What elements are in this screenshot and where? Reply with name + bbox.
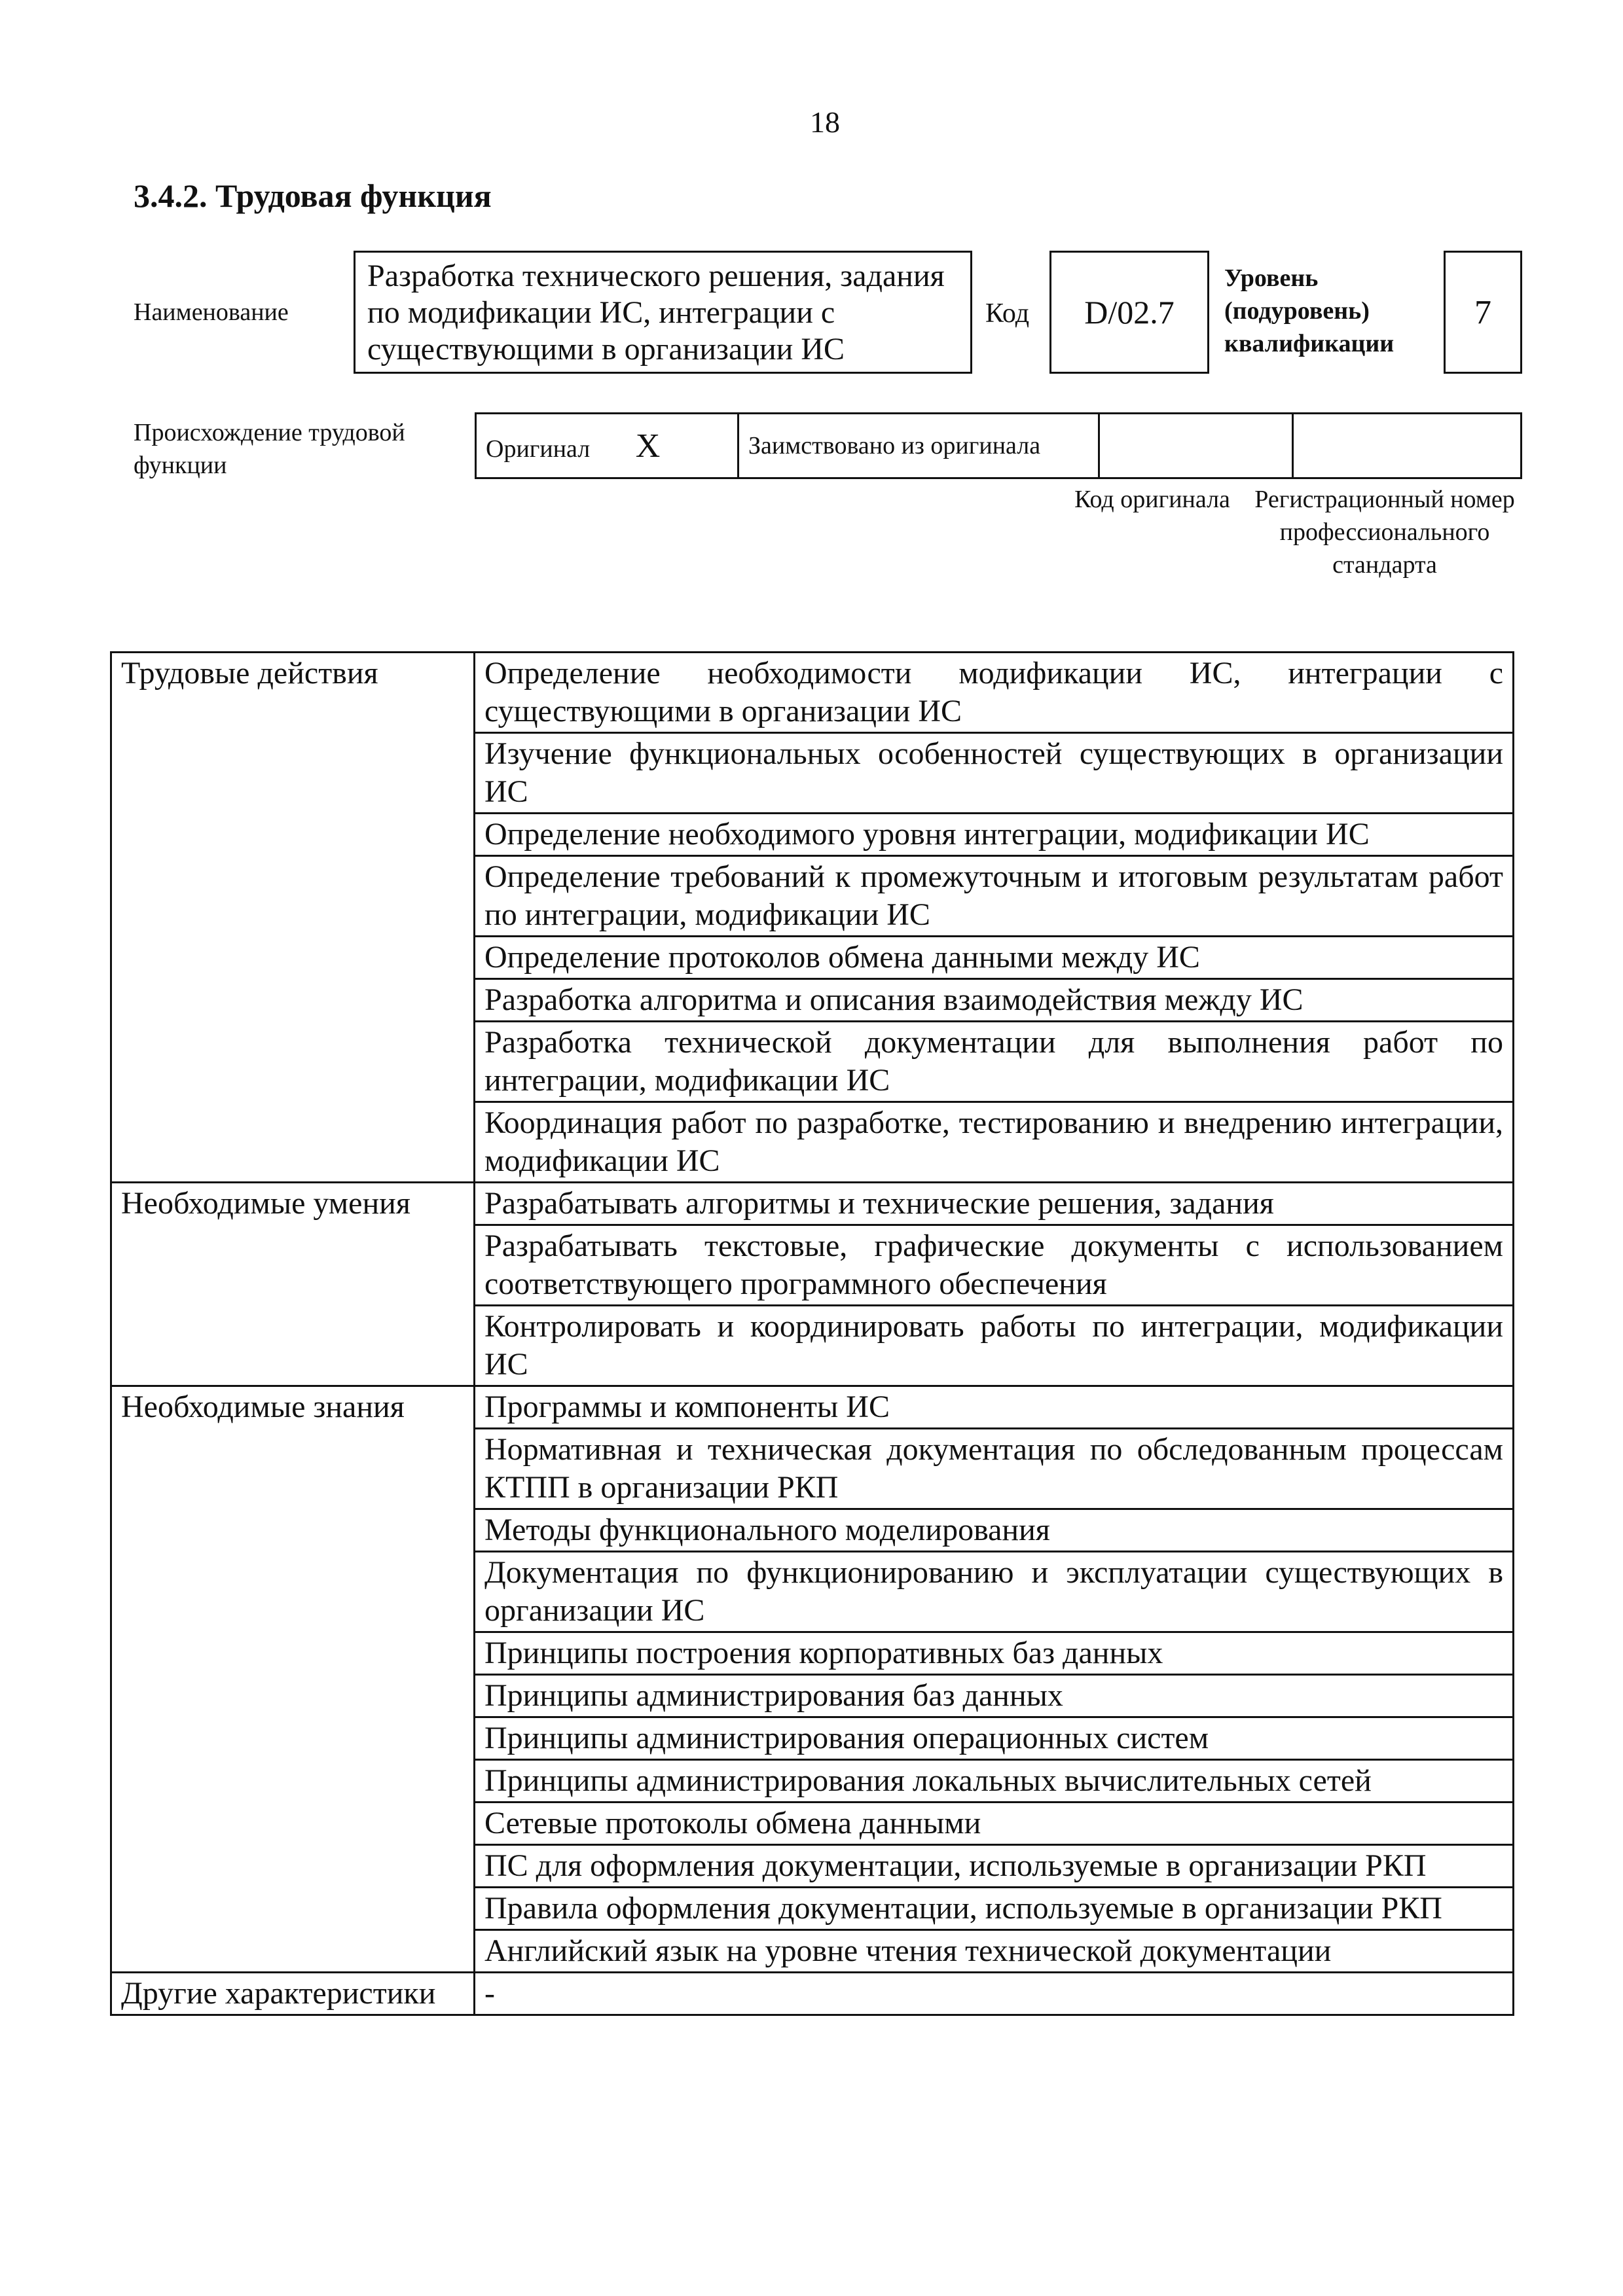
original-mark: X xyxy=(635,427,661,465)
labor-actions-label-cont xyxy=(111,856,475,937)
knowledge-label: Необходимые знания xyxy=(111,1386,475,1429)
knowledge-label-cont xyxy=(111,1845,475,1888)
table-row xyxy=(111,856,1514,937)
knowledge-label-cont xyxy=(111,1760,475,1803)
knowledge-label-cont xyxy=(111,1509,475,1552)
origin-table xyxy=(475,412,1522,479)
table-row xyxy=(111,1632,1514,1675)
labor-actions-item: Разработка технической документации для выполнения работ по интеграции, модификации ИС xyxy=(475,1022,1514,1102)
skills-label-cont xyxy=(111,1225,475,1306)
labor-actions-item: Координация работ по разработке, тестированию и внедрению интеграции, модификации ИС xyxy=(475,1102,1514,1183)
skills-label-cont xyxy=(111,1306,475,1386)
table-row xyxy=(111,1973,1514,2015)
labor-actions-label: Трудовые действия xyxy=(111,653,475,733)
table-row xyxy=(111,1930,1514,1973)
table-row xyxy=(111,979,1514,1022)
knowledge-item: Принципы администрирования баз данных xyxy=(475,1675,1514,1717)
knowledge-item: Принципы администрирования локальных вычислительных сетей xyxy=(475,1760,1514,1803)
skills-item: Контролировать и координировать работы по интеграции, модификации ИС xyxy=(475,1306,1514,1386)
function-table xyxy=(110,651,1514,2016)
other-item: - xyxy=(475,1973,1514,2015)
knowledge-item: Сетевые протоколы обмена данными xyxy=(475,1803,1514,1845)
knowledge-item: Принципы администрирования операционных систем xyxy=(475,1717,1514,1760)
code-label: Код xyxy=(985,298,1030,329)
labor-actions-item: Определение протоколов обмена данными между ИС xyxy=(475,937,1514,979)
name-value: Разработка технического решения, задания по модификации ИС, интеграции с существующими в организации ИС xyxy=(354,251,972,374)
name-label: Наименование xyxy=(134,298,289,326)
labor-actions-label-cont xyxy=(111,937,475,979)
knowledge-label-cont xyxy=(111,1675,475,1717)
labor-actions-label-cont xyxy=(111,1102,475,1183)
table-row xyxy=(111,1306,1514,1386)
skills-label: Необходимые умения xyxy=(111,1183,475,1225)
table-row xyxy=(111,1225,1514,1306)
knowledge-item: Документация по функционированию и эксплуатации существующих в организации ИС xyxy=(475,1552,1514,1632)
table-row xyxy=(111,1429,1514,1509)
origin-label: Происхождение трудовой функции xyxy=(134,419,405,479)
labor-actions-item: Разработка алгоритма и описания взаимодействия между ИС xyxy=(475,979,1514,1022)
knowledge-item: Правила оформления документации, используемые в организации РКП xyxy=(475,1888,1514,1930)
knowledge-label-cont xyxy=(111,1632,475,1675)
table-row xyxy=(111,1386,1514,1429)
knowledge-label-cont xyxy=(111,1888,475,1930)
table-row xyxy=(111,1717,1514,1760)
table-row xyxy=(111,814,1514,856)
table-row xyxy=(111,1022,1514,1102)
table-row xyxy=(111,1509,1514,1552)
knowledge-item: ПС для оформления документации, используемые в организации РКП xyxy=(475,1845,1514,1888)
labor-actions-item: Определение необходимости модификации ИС, интеграции с существующими в организации ИС xyxy=(475,653,1514,733)
origin-original-cell xyxy=(476,414,739,478)
knowledge-label-cont xyxy=(111,1552,475,1632)
code-original-cell xyxy=(1099,414,1293,478)
labor-actions-label-cont xyxy=(111,814,475,856)
section-title: 3.4.2. Трудовая функция xyxy=(134,177,492,214)
table-row xyxy=(111,733,1514,814)
table-row xyxy=(111,1803,1514,1845)
knowledge-item: Программы и компоненты ИС xyxy=(475,1386,1514,1429)
table-row xyxy=(111,1845,1514,1888)
code-original-label: Код оригинала xyxy=(1074,486,1230,513)
knowledge-label-cont xyxy=(111,1429,475,1509)
skills-item: Разрабатывать текстовые, графические документы с использованием соответствующего программного обеспечения xyxy=(475,1225,1514,1306)
knowledge-item: Английский язык на уровне чтения технической документации xyxy=(475,1930,1514,1973)
table-row xyxy=(111,1675,1514,1717)
table-row xyxy=(111,653,1514,733)
labor-actions-label-cont xyxy=(111,733,475,814)
labor-actions-label-cont xyxy=(111,1022,475,1102)
level-value: 7 xyxy=(1444,251,1522,374)
reg-number-cell xyxy=(1293,414,1522,478)
knowledge-label-cont xyxy=(111,1930,475,1973)
labor-actions-label-cont xyxy=(111,979,475,1022)
other-label: Другие характеристики xyxy=(111,1973,475,2015)
table-row xyxy=(111,1760,1514,1803)
borrowed-label: Заимствовано из оригинала xyxy=(739,414,1099,478)
knowledge-label-cont xyxy=(111,1717,475,1760)
code-value: D/02.7 xyxy=(1049,251,1209,374)
reg-number-label: Регистрационный номер профессионального стандарта xyxy=(1254,486,1515,579)
table-row xyxy=(111,1552,1514,1632)
table-row xyxy=(111,937,1514,979)
labor-actions-item: Определение необходимого уровня интеграции, модификации ИС xyxy=(475,814,1514,856)
skills-item: Разрабатывать алгоритмы и технические решения, задания xyxy=(475,1183,1514,1225)
labor-actions-item: Изучение функциональных особенностей существующих в организации ИС xyxy=(475,733,1514,814)
knowledge-label-cont xyxy=(111,1803,475,1845)
table-row xyxy=(111,1888,1514,1930)
knowledge-item: Принципы построения корпоративных баз данных xyxy=(475,1632,1514,1675)
labor-actions-item: Определение требований к промежуточным и итоговым результатам работ по интеграции, модификации ИС xyxy=(475,856,1514,937)
table-row xyxy=(111,1102,1514,1183)
level-label: Уровень (подуровень) квалификации xyxy=(1224,264,1395,357)
original-label: Оригинал xyxy=(486,435,591,463)
table-row xyxy=(111,1183,1514,1225)
knowledge-item: Нормативная и техническая документация по обследованным процессам КТПП в организации РКП xyxy=(475,1429,1514,1509)
knowledge-item: Методы функционального моделирования xyxy=(475,1509,1514,1552)
page-number: 18 xyxy=(810,105,840,139)
